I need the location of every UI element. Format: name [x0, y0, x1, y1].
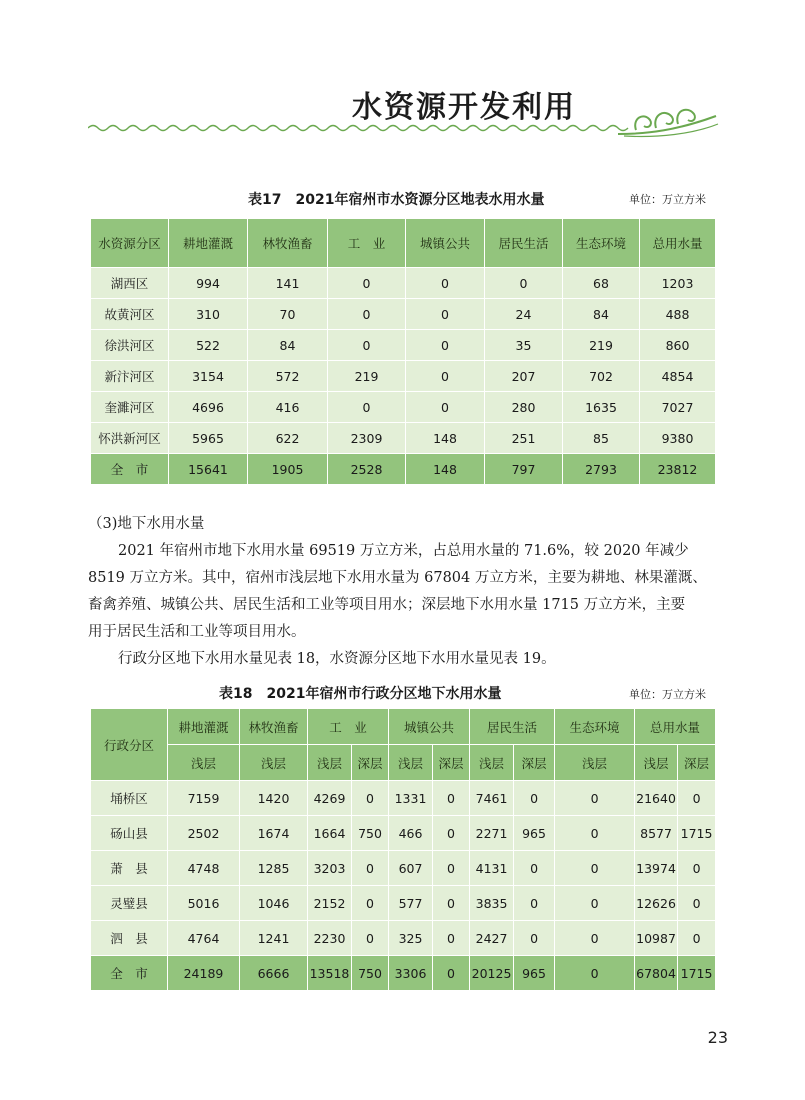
table-cell: 0 — [328, 392, 406, 423]
shallow-header: 浅层 — [470, 745, 514, 781]
table-cell: 0 — [678, 851, 716, 886]
table-cell: 67804 — [635, 956, 678, 991]
table-cell: 148 — [406, 454, 485, 485]
table-cell: 13974 — [635, 851, 678, 886]
table-cell: 0 — [678, 886, 716, 921]
table-cell: 24189 — [168, 956, 240, 991]
table-cell: 0 — [678, 921, 716, 956]
table-cell: 0 — [555, 956, 635, 991]
table17-col-header: 城镇公共 — [406, 219, 485, 268]
table-cell: 0 — [352, 886, 389, 921]
table-cell: 2271 — [470, 816, 514, 851]
table18-group-header: 城镇公共 — [389, 709, 470, 745]
page-number: 23 — [707, 1028, 728, 1047]
table18-group-header: 工 业 — [308, 709, 389, 745]
table-cell: 2152 — [308, 886, 352, 921]
table-row — [91, 423, 716, 454]
table-cell: 0 — [352, 851, 389, 886]
table-cell: 1331 — [389, 781, 433, 816]
table-cell: 0 — [433, 956, 470, 991]
table-cell: 23812 — [640, 454, 716, 485]
table-cell: 9380 — [640, 423, 716, 454]
shallow-header: 浅层 — [240, 745, 308, 781]
table17-unit: 单位：万立方米 — [629, 193, 706, 206]
table18-group-header: 居民生活 — [470, 709, 555, 745]
table-cell: 1420 — [240, 781, 308, 816]
table-cell: 0 — [514, 921, 555, 956]
table-cell: 70 — [248, 299, 328, 330]
table-cell: 148 — [406, 423, 485, 454]
table-cell: 750 — [352, 956, 389, 991]
table-cell: 2502 — [168, 816, 240, 851]
table18-group-header: 生态环境 — [555, 709, 635, 745]
table-cell: 4696 — [169, 392, 248, 423]
table-cell: 7159 — [168, 781, 240, 816]
table-cell: 12626 — [635, 886, 678, 921]
table-cell: 860 — [640, 330, 716, 361]
deep-header: 深层 — [433, 745, 470, 781]
table-row — [91, 299, 716, 330]
row-label-cell: 怀洪新河区 — [91, 423, 169, 454]
table-cell: 1046 — [240, 886, 308, 921]
table-cell: 4854 — [640, 361, 716, 392]
table-row — [91, 392, 716, 423]
table-cell: 5965 — [169, 423, 248, 454]
shallow-header: 浅层 — [389, 745, 433, 781]
table-cell: 20125 — [470, 956, 514, 991]
row-label-cell: 萧 县 — [91, 851, 168, 886]
table-cell: 0 — [328, 330, 406, 361]
table-cell: 0 — [433, 921, 470, 956]
table-row — [91, 268, 716, 299]
table-cell: 2309 — [328, 423, 406, 454]
row-label-cell: 奎濉河区 — [91, 392, 169, 423]
paragraph-line: 2021 年宿州市地下水用水量 69519 万立方米，占总用水量的 71.6%，较 2020 年减少 — [118, 543, 689, 559]
table-cell: 488 — [640, 299, 716, 330]
table-cell: 6666 — [240, 956, 308, 991]
table-cell: 219 — [563, 330, 640, 361]
row-label-cell: 全 市 — [91, 454, 169, 485]
table-cell: 207 — [485, 361, 563, 392]
table-row — [91, 816, 716, 851]
table-cell: 10987 — [635, 921, 678, 956]
table-cell: 84 — [563, 299, 640, 330]
section-heading: （3)地下水用水量 — [88, 516, 205, 532]
table-cell: 7461 — [470, 781, 514, 816]
table17-col-header: 水资源分区 — [91, 219, 169, 268]
table-cell: 0 — [406, 392, 485, 423]
table-row — [91, 921, 716, 956]
table-cell: 1203 — [640, 268, 716, 299]
table-cell: 1905 — [248, 454, 328, 485]
table-cell: 35 — [485, 330, 563, 361]
table-cell: 13518 — [308, 956, 352, 991]
table17-col-header: 工 业 — [328, 219, 406, 268]
table-cell: 325 — [389, 921, 433, 956]
table-cell: 3154 — [169, 361, 248, 392]
table-cell: 1664 — [308, 816, 352, 851]
deep-header: 深层 — [514, 745, 555, 781]
row-label-cell: 故黄河区 — [91, 299, 169, 330]
table-cell: 4748 — [168, 851, 240, 886]
table-row — [91, 361, 716, 392]
table-cell: 0 — [485, 268, 563, 299]
table-cell: 797 — [485, 454, 563, 485]
table-cell: 0 — [406, 361, 485, 392]
row-label-cell: 砀山县 — [91, 816, 168, 851]
row-label-cell: 泗 县 — [91, 921, 168, 956]
table18-unit: 单位：万立方米 — [629, 688, 706, 701]
row-label-cell: 全 市 — [91, 956, 168, 991]
table18 — [91, 709, 716, 991]
table-cell: 2793 — [563, 454, 640, 485]
table18-group-header: 总用水量 — [635, 709, 716, 745]
table17-header-row — [91, 219, 716, 268]
table-cell: 1285 — [240, 851, 308, 886]
table-cell: 280 — [485, 392, 563, 423]
table17-col-header: 居民生活 — [485, 219, 563, 268]
table-cell: 0 — [433, 781, 470, 816]
table-cell: 0 — [514, 781, 555, 816]
row-label-cell: 湖西区 — [91, 268, 169, 299]
table-cell: 0 — [406, 299, 485, 330]
row-label-cell: 徐洪河区 — [91, 330, 169, 361]
table18-group-row — [91, 709, 716, 745]
table-cell: 4131 — [470, 851, 514, 886]
table-cell: 1715 — [678, 816, 716, 851]
table-cell: 0 — [433, 816, 470, 851]
table17-body — [91, 268, 716, 485]
table-cell: 607 — [389, 851, 433, 886]
table18-caption: 表18 2021年宿州市行政分区地下水用水量 — [219, 686, 502, 702]
table-cell: 15641 — [169, 454, 248, 485]
table-cell: 2528 — [328, 454, 406, 485]
chapter-title: 水资源开发利用 — [352, 90, 576, 125]
table-cell: 84 — [248, 330, 328, 361]
table-cell: 2230 — [308, 921, 352, 956]
table-cell: 0 — [514, 886, 555, 921]
table-cell: 1715 — [678, 956, 716, 991]
table-cell: 3835 — [470, 886, 514, 921]
table-cell: 3306 — [389, 956, 433, 991]
table18-body — [91, 781, 716, 991]
table-cell: 0 — [433, 851, 470, 886]
row-label-cell: 埇桥区 — [91, 781, 168, 816]
shallow-header: 浅层 — [168, 745, 240, 781]
table-cell: 219 — [328, 361, 406, 392]
table-row — [91, 851, 716, 886]
table-row — [91, 956, 716, 991]
shallow-header: 浅层 — [635, 745, 678, 781]
table-cell: 0 — [555, 886, 635, 921]
table-cell: 572 — [248, 361, 328, 392]
table-cell: 4764 — [168, 921, 240, 956]
table-cell: 0 — [555, 921, 635, 956]
table-row — [91, 781, 716, 816]
table-cell: 965 — [514, 956, 555, 991]
row-label-cell: 灵璧县 — [91, 886, 168, 921]
wave-decoration-icon — [88, 104, 728, 140]
table-cell: 0 — [555, 781, 635, 816]
table-cell: 0 — [406, 268, 485, 299]
table-cell: 2427 — [470, 921, 514, 956]
table18-sub-row — [91, 745, 716, 781]
table-cell: 0 — [514, 851, 555, 886]
table-cell: 0 — [555, 816, 635, 851]
paragraph-line: 8519 万立方米。其中，宿州市浅层地下水用水量为 67804 万立方米，主要为耕地、林果灌溉、 — [88, 570, 707, 586]
table-cell: 4269 — [308, 781, 352, 816]
table-cell: 0 — [352, 781, 389, 816]
table-cell: 466 — [389, 816, 433, 851]
table17 — [91, 219, 716, 485]
table-cell: 994 — [169, 268, 248, 299]
paragraph-line: 用于居民生活和工业等项目用水。 — [88, 624, 306, 640]
row-label-cell: 新汴河区 — [91, 361, 169, 392]
table-cell: 5016 — [168, 886, 240, 921]
table-cell: 68 — [563, 268, 640, 299]
table17-col-header: 生态环境 — [563, 219, 640, 268]
table-cell: 0 — [678, 781, 716, 816]
table-cell: 21640 — [635, 781, 678, 816]
table-cell: 0 — [328, 299, 406, 330]
shallow-header: 浅层 — [555, 745, 635, 781]
table-cell: 0 — [406, 330, 485, 361]
table-cell: 622 — [248, 423, 328, 454]
table-cell: 7027 — [640, 392, 716, 423]
table-cell: 3203 — [308, 851, 352, 886]
table-cell: 1241 — [240, 921, 308, 956]
table-cell: 85 — [563, 423, 640, 454]
table-cell: 0 — [555, 851, 635, 886]
table-cell: 0 — [352, 921, 389, 956]
deep-header: 深层 — [678, 745, 716, 781]
table-row — [91, 886, 716, 921]
table-cell: 1635 — [563, 392, 640, 423]
table18-region-header: 行政分区 — [91, 709, 168, 781]
paragraph-line: 行政分区地下水用水量见表 18，水资源分区地下水用水量见表 19。 — [118, 651, 556, 667]
table17-caption: 表17 2021年宿州市水资源分区地表水用水量 — [248, 192, 545, 208]
table-cell: 8577 — [635, 816, 678, 851]
table-cell: 416 — [248, 392, 328, 423]
table-cell: 0 — [328, 268, 406, 299]
paragraph-line: 畜禽养殖、城镇公共、居民生活和工业等项目用水；深层地下水用水量 1715 万立方米，主要 — [88, 597, 686, 613]
table17-col-header: 总用水量 — [640, 219, 716, 268]
table-row — [91, 330, 716, 361]
table18-group-header: 耕地灌溉 — [168, 709, 240, 745]
table-cell: 251 — [485, 423, 563, 454]
table-cell: 702 — [563, 361, 640, 392]
table-cell: 522 — [169, 330, 248, 361]
table-cell: 577 — [389, 886, 433, 921]
table17-col-header: 林牧渔畜 — [248, 219, 328, 268]
table18-group-header: 林牧渔畜 — [240, 709, 308, 745]
table-cell: 750 — [352, 816, 389, 851]
table-cell: 1674 — [240, 816, 308, 851]
table-cell: 24 — [485, 299, 563, 330]
table17-col-header: 耕地灌溉 — [169, 219, 248, 268]
shallow-header: 浅层 — [308, 745, 352, 781]
deep-header: 深层 — [352, 745, 389, 781]
table-cell: 141 — [248, 268, 328, 299]
table-cell: 0 — [433, 886, 470, 921]
table-cell: 965 — [514, 816, 555, 851]
table-cell: 310 — [169, 299, 248, 330]
table-row — [91, 454, 716, 485]
